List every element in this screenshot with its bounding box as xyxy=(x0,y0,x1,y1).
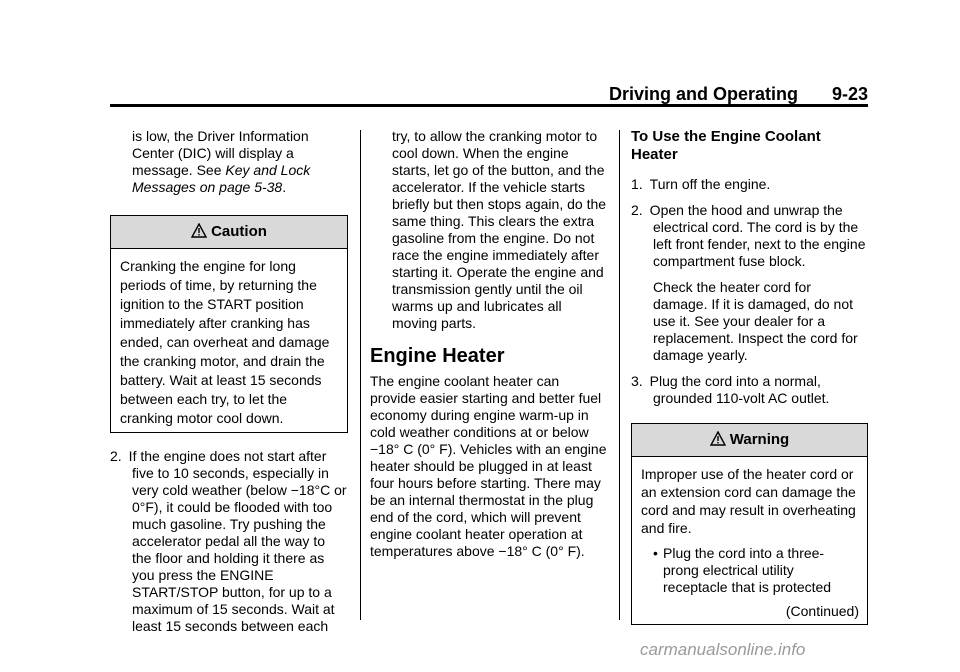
heater-step-2: 2. Open the hood and unwrap the electrical cord. The cord is by the left front fender, next to the engine compartment fuse block. xyxy=(631,202,866,269)
caution-text: Cranking the engine for long periods of time, by returning the ignition to the START position immediately after cranking has ended, can overheat and damage the cranking motor, and drain the battery. Wait at least 15 seconds between each try, to let the cranking motor cool down. xyxy=(120,258,330,426)
warning-symbol-icon xyxy=(710,431,726,447)
warning-text: Improper use of the heater cord or an extension cord can damage the cord and may result in overheating and fire. xyxy=(641,466,856,536)
engine-heater-body: The engine coolant heater can provide easier starting and better fuel economy during engine warm-up in cold weather conditions at or below −18° C (0° F). Vehicles with an engine heater should be plugged in at least four hours before starting. There may be an internal thermostat in the plug end of the cord, which will prevent engine coolant heater operation at temperatures above −18° C (0° F). xyxy=(370,373,607,559)
warning-box xyxy=(631,423,868,625)
warning-label: Warning xyxy=(729,431,790,448)
heater-step-1: 1. Turn off the engine. xyxy=(631,176,771,192)
intro-reference[interactable]: Key and Lock Messages on page 5-38 xyxy=(132,162,311,195)
caution-box xyxy=(110,215,348,433)
heater-step-2-note: Check the heater cord for damage. If it is damaged, do not use it. See your dealer for a replacement. Inspect the cord for damage yearly. xyxy=(653,279,858,363)
column-divider-1 xyxy=(360,130,361,620)
column-1 xyxy=(110,128,348,635)
engine-heater-heading: Engine Heater xyxy=(370,345,505,367)
page-number: 9-23 xyxy=(831,84,868,104)
step-2-continued: try, to allow the cranking motor to cool down. When the engine starts, let go of the button, and the accelerator. If the vehicle starts briefly but then stops again, do the same thing. This clears the extra gasoline from the engine. Do not race the engine immediately after starting it. Operate the engine and transmission gently until the oil warms up and lubricates all moving parts. xyxy=(392,128,607,331)
intro-paragraph xyxy=(110,128,348,196)
intro-end: . xyxy=(282,179,287,195)
caution-header xyxy=(111,216,347,249)
watermark: carmanualsonline.info xyxy=(640,640,806,659)
intro-text: is low, the Driver Information Center (DIC) will display a message. See xyxy=(132,128,309,178)
step-2: 2. If the engine does not start after five to 10 seconds, especially in very cold weather (below −18°C or 0°F), it could be flooded with too much gasoline. Try pushing the accelerator pedal all the way to the floor and holding it there as you press the ENGINE START/STOP button, for up to a maximum of 15 seconds. Wait at least 15 seconds between each xyxy=(110,448,347,634)
heater-step-3: 3. Plug the cord into a normal, grounded 110-volt AC outlet. xyxy=(631,373,830,406)
page-header xyxy=(110,84,868,104)
warning-bullet: • Plug the cord into a three-prong electrical utility receptacle that is protected xyxy=(641,545,859,596)
header-rule xyxy=(110,104,868,107)
warning-body xyxy=(632,457,867,624)
column-2 xyxy=(370,128,608,560)
column-3 xyxy=(631,128,868,625)
column-divider-2 xyxy=(619,130,620,620)
coolant-heater-heading: To Use the Engine Coolant Heater xyxy=(631,128,821,163)
caution-symbol-icon xyxy=(191,223,207,239)
continued-note: (Continued) xyxy=(785,603,859,619)
caution-label: Caution xyxy=(211,223,267,240)
warning-header xyxy=(632,424,867,457)
section-title: Driving and Operating xyxy=(608,84,798,104)
